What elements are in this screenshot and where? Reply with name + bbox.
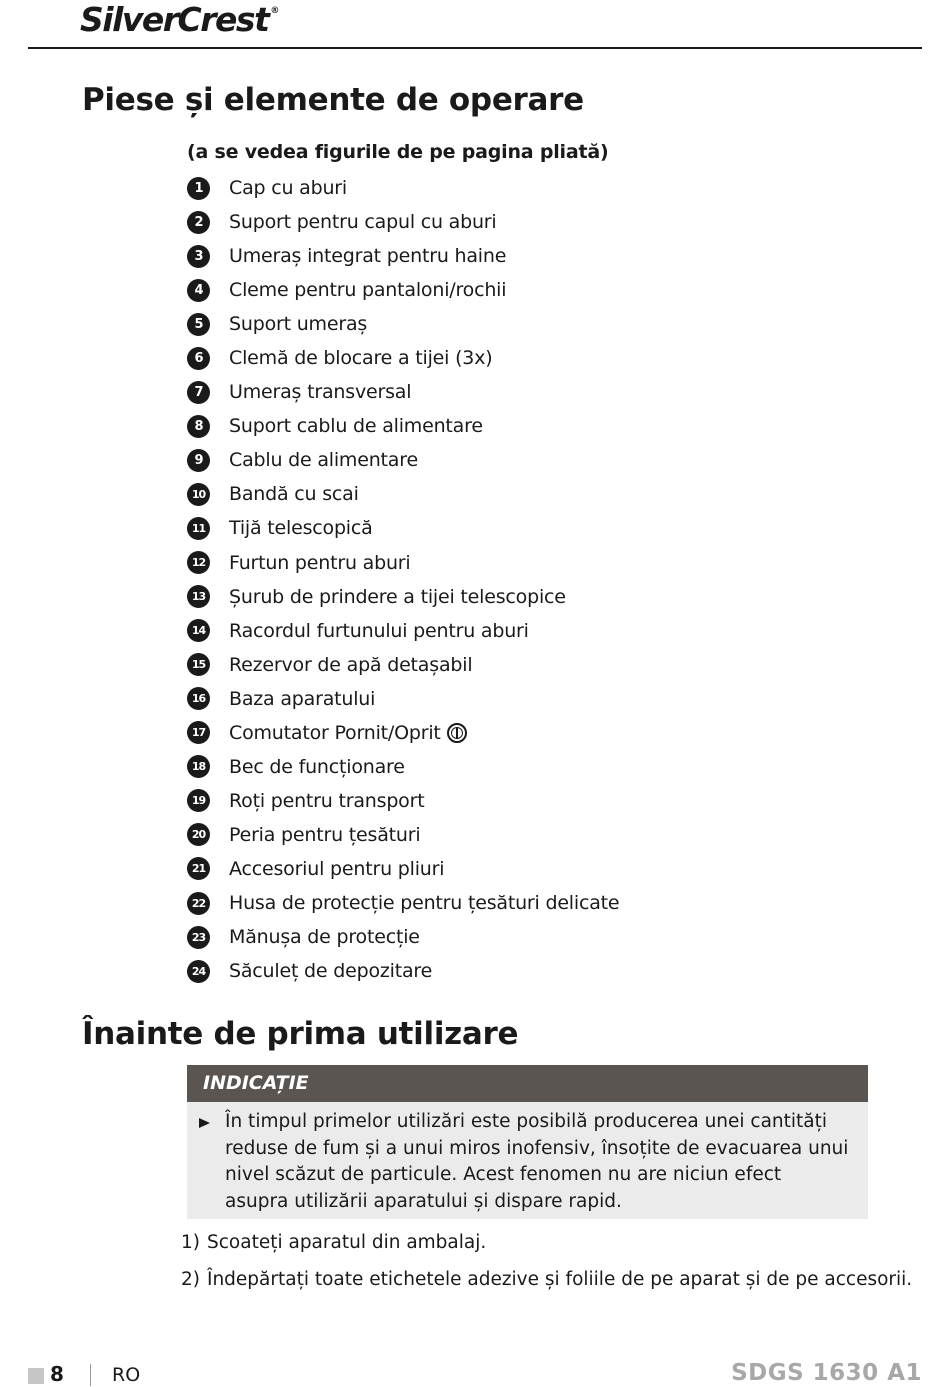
item-number: 17 (187, 721, 210, 744)
item-number: 12 (187, 551, 210, 574)
item-label: Peria pentru țesături (229, 823, 421, 846)
header-rule (28, 47, 922, 49)
list-item (187, 239, 619, 273)
item-label: Husa de protecție pentru țesături delicate (229, 892, 620, 914)
steps-list (181, 1224, 912, 1298)
brand-name: SilverCrest (80, 0, 269, 39)
item-number: 7 (187, 381, 210, 404)
item-label: Suport cablu de alimentare (229, 415, 483, 438)
list-item (187, 784, 619, 818)
item-number: 14 (187, 619, 210, 642)
footer-square-icon (28, 1368, 44, 1384)
item-number: 15 (187, 653, 210, 676)
item-number: 16 (187, 687, 210, 710)
item-label: Clemă de blocare a tijei (3x) (229, 347, 493, 370)
model-number: SDGS 1630 A1 (731, 1360, 922, 1386)
item-label: Rezervor de apă detașabil (229, 653, 473, 676)
first-use-section-title: Înainte de prima utilizare (82, 1016, 519, 1052)
list-item (187, 886, 619, 920)
item-number: 21 (187, 857, 210, 880)
item-number: 4 (187, 279, 210, 302)
list-item (187, 205, 619, 239)
list-item (187, 341, 619, 375)
item-label: Racordul furtunului pentru aburi (229, 619, 529, 642)
item-number: 19 (187, 789, 210, 812)
parts-section-title: Piese și elemente de operare (82, 82, 584, 118)
list-item (187, 920, 619, 954)
language-code: RO (112, 1364, 141, 1386)
parts-list (187, 171, 619, 988)
item-number: 18 (187, 755, 210, 778)
note-box (187, 1102, 868, 1219)
item-label: Cap cu aburi (229, 177, 347, 200)
list-item (187, 477, 619, 511)
item-label: Cleme pentru pantaloni/rochii (229, 279, 507, 302)
note-text: În timpul primelor utilizări este posibilă producerea unei cantități reduse de fum și a unui miros inofensiv, însoțite de evacuarea unui nivel scăzut de particule. Acest fenomen nu are niciun efect asupra utilizării aparatului și dispare rapid. (225, 1111, 849, 1212)
item-number: 22 (187, 892, 210, 915)
item-number: 3 (187, 245, 210, 268)
registered-mark: ® (270, 6, 278, 16)
item-label: Bec de funcționare (229, 755, 405, 778)
item-label: Mănușa de protecție (229, 926, 420, 949)
item-number: 24 (187, 960, 210, 983)
list-item (187, 954, 619, 988)
step-item (181, 1224, 912, 1261)
list-item (187, 307, 619, 341)
list-item (187, 614, 619, 648)
item-label: Șurub de prindere a tijei telescopice (229, 585, 566, 608)
page-number: 8 (50, 1362, 64, 1386)
item-number: 5 (187, 313, 210, 336)
item-number: 23 (187, 926, 210, 949)
step-number: 2) (181, 1269, 200, 1290)
list-item (187, 273, 619, 307)
item-label: Comutator Pornit/Oprit (229, 721, 441, 744)
step-text: Scoateți aparatul din ambalaj. (207, 1232, 487, 1253)
list-item (187, 171, 619, 205)
item-number: 20 (187, 823, 210, 846)
item-label: Roți pentru transport (229, 789, 425, 812)
item-number: 13 (187, 585, 210, 608)
item-label: Tijă telescopică (229, 517, 373, 540)
item-label: Furtun pentru aburi (229, 551, 411, 574)
list-item (187, 818, 619, 852)
list-item (187, 580, 619, 614)
item-number: 2 (187, 211, 210, 234)
step-item (181, 1261, 912, 1298)
item-label: Umeraș integrat pentru haine (229, 245, 507, 268)
brand-logo (80, 0, 278, 39)
list-item (187, 409, 619, 443)
power-button-icon (447, 723, 467, 743)
list-item (187, 750, 619, 784)
item-label: Baza aparatului (229, 687, 376, 710)
item-number: 6 (187, 347, 210, 370)
footer-divider (90, 1364, 91, 1386)
list-item (187, 546, 619, 580)
item-number: 10 (187, 483, 210, 506)
item-number: 8 (187, 415, 210, 438)
item-label: Cablu de alimentare (229, 449, 418, 472)
item-label: Accesoriul pentru pliuri (229, 857, 445, 880)
list-item (187, 511, 619, 545)
list-item (187, 375, 619, 409)
list-item (187, 443, 619, 477)
step-text: Îndepărtați toate etichetele adezive și foliile de pe aparat și de pe accesorii. (207, 1269, 913, 1290)
item-label: Bandă cu scai (229, 483, 359, 506)
list-item (187, 682, 619, 716)
item-number: 9 (187, 449, 210, 472)
item-number: 1 (187, 177, 210, 200)
note-heading: INDICAȚIE (187, 1065, 868, 1102)
item-label: Suport umeraș (229, 313, 368, 336)
list-item (187, 852, 619, 886)
bullet-arrow-icon (199, 1118, 210, 1128)
item-number: 11 (187, 517, 210, 540)
item-label: Săculeț de depozitare (229, 960, 433, 983)
list-item (187, 716, 619, 750)
step-number: 1) (181, 1232, 200, 1253)
parts-subtitle: (a se vedea figurile de pe pagina pliată) (187, 141, 609, 163)
list-item (187, 648, 619, 682)
item-label: Suport pentru capul cu aburi (229, 211, 497, 234)
item-label: Umeraș transversal (229, 381, 412, 404)
